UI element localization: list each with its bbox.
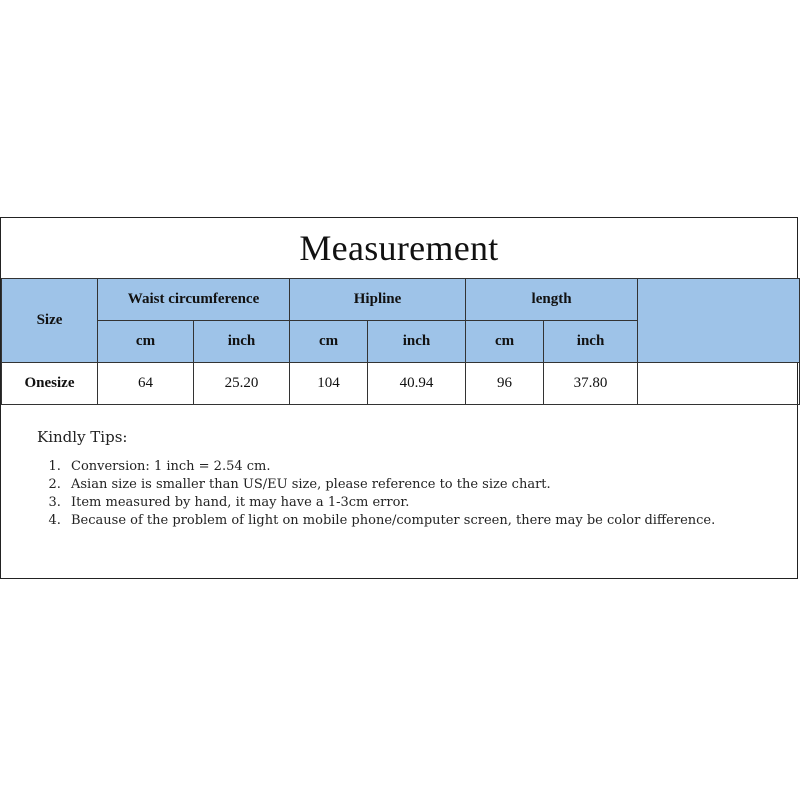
size-table — [1, 278, 800, 405]
tips-heading: Kindly Tips: — [37, 428, 128, 446]
tips-section — [37, 428, 737, 530]
unit-header: inch — [368, 321, 466, 363]
unit-header: cm — [466, 321, 544, 363]
value-cell: 37.80 — [544, 363, 638, 405]
tips-list — [37, 458, 737, 530]
unit-header: cm — [290, 321, 368, 363]
unit-header: inch — [544, 321, 638, 363]
unit-header: inch — [194, 321, 290, 363]
page-title: Measurement — [299, 228, 499, 268]
list-item: 3. Item measured by hand, it may have a 1-3cm error. — [65, 494, 737, 512]
table-row — [2, 363, 800, 405]
list-item: 1. Conversion: 1 inch = 2.54 cm. — [65, 458, 737, 476]
value-cell: 104 — [290, 363, 368, 405]
value-cell: 96 — [466, 363, 544, 405]
empty-cell — [638, 363, 800, 405]
list-item: 2. Asian size is smaller than US/EU size, please reference to the size chart. — [65, 476, 737, 494]
size-chart-panel — [0, 217, 798, 579]
size-cell: Onesize — [2, 363, 98, 405]
list-item: 4. Because of the problem of light on mobile phone/computer screen, there may be color difference. — [65, 512, 737, 530]
group-header-hipline: Hipline — [290, 279, 466, 321]
group-header-length: length — [466, 279, 638, 321]
size-column-header: Size — [2, 279, 98, 363]
empty-header-cell — [638, 279, 800, 363]
value-cell: 25.20 — [194, 363, 290, 405]
value-cell: 40.94 — [368, 363, 466, 405]
unit-header: cm — [98, 321, 194, 363]
value-cell: 64 — [98, 363, 194, 405]
group-header-waist: Waist circumference — [98, 279, 290, 321]
